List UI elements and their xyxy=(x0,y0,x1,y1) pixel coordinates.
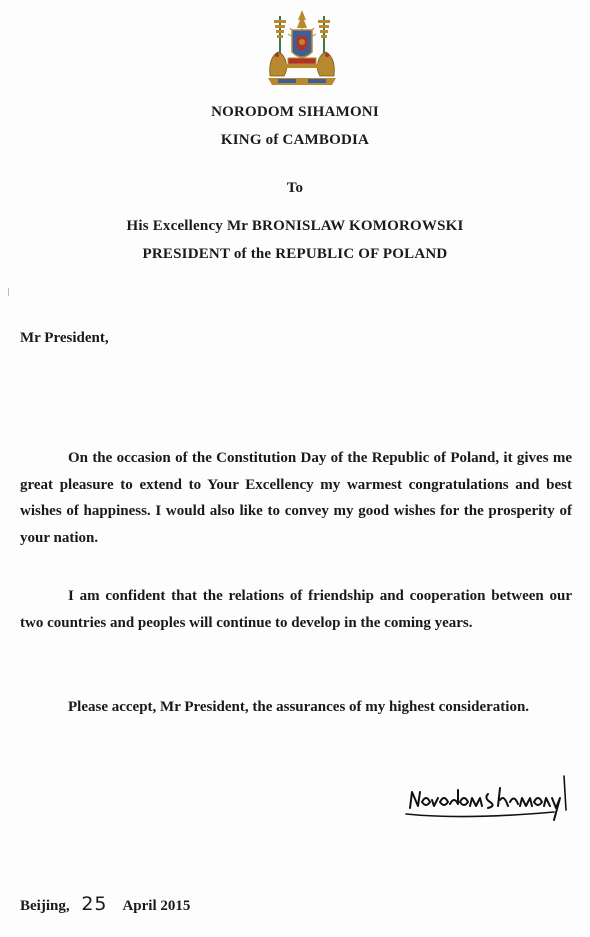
letter-paragraph-2: I am confident that the relations of friendship and cooperation between our two countries and peoples will continue to develop in the coming years. xyxy=(20,588,572,631)
letter-paragraph-1: On the occasion of the Constitution Day of the Republic of Poland, it gives me great pleasure to extend to Your Excellency my warmest congratulations and best wishes of happiness. I would also like to convey my good wishes for the prosperity of your nation. xyxy=(20,450,572,546)
sender-title: KING of CAMBODIA xyxy=(220,132,370,148)
letter-paragraph-3: Please accept, Mr President, the assurances of my highest consideration. xyxy=(68,699,530,715)
dateline xyxy=(20,893,190,915)
recipient-name: His Excellency Mr BRONISLAW KOMOROWSKI xyxy=(126,218,464,234)
page-speck xyxy=(8,288,9,296)
date-day-handwritten: 25 xyxy=(81,893,108,915)
royal-coat-of-arms-icon xyxy=(262,8,342,88)
recipient-title: PRESIDENT of the REPUBLIC OF POLAND xyxy=(142,246,448,262)
date-place: Beijing, xyxy=(20,898,70,914)
to-label: To xyxy=(286,180,304,196)
salutation: Mr President, xyxy=(20,330,109,346)
sender-name: NORODOM SIHAMONI xyxy=(211,104,379,120)
handwritten-signature-icon xyxy=(404,764,574,824)
date-month-year: April 2015 xyxy=(122,898,191,914)
